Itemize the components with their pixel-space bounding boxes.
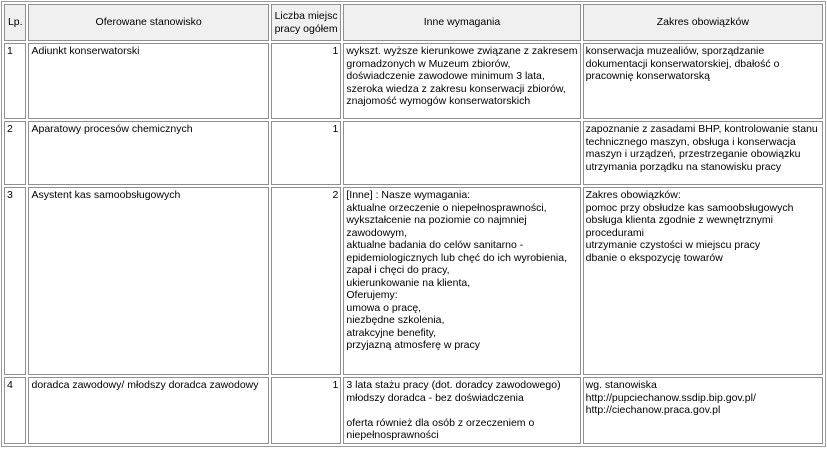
cell-duties: Zakres obowiązków: pomoc przy obsłudze kas samoobsługowych obsługa klienta zgodnie z wewnętrznymi procedurami utrzymanie czystości w miejscu pracy dbanie o ekspozycję towarów [583, 187, 823, 375]
job-offers-table [1, 1, 826, 447]
cell-requirements: [Inne] : Nasze wymagania: aktualne orzeczenie o niepełnosprawności, wykształcenie na poziomie co najmniej zawodowym, aktualne badania do celów sanitarno - epidemiologicznych lub chęć do ich wyrobienia, zapał i chęci do pracy, ukierunkowanie na klienta, Oferujemy: umowa o pracę, niezbędne szkolenia, atrakcyjne benefity, przyjazną atmosferę w pracy [343, 187, 580, 375]
cell-position: Adiunkt konserwatorski [28, 43, 268, 119]
cell-count: 1 [271, 121, 342, 185]
cell-position: Aparatowy procesów chemicznych [28, 121, 268, 185]
cell-requirements: 3 lata stażu pracy (dot. doradcy zawodowego) młodszy doradca - bez doświadczenia oferta również dla osób z orzeczeniem o niepełnosprawności [343, 377, 580, 444]
cell-requirements [343, 121, 580, 185]
cell-count: 1 [271, 43, 342, 119]
cell-duties: zapoznanie z zasadami BHP, kontrolowanie stanu technicznego maszyn, obsługa i konserwacja maszyn i urządzeń, przestrzeganie obowiązku utrzymania porządku na stanowisku pracy [583, 121, 823, 185]
table-header-row [4, 4, 823, 41]
table-row [4, 43, 823, 119]
cell-lp: 2 [4, 121, 26, 185]
cell-lp: 4 [4, 377, 26, 444]
cell-position: doradca zawodowy/ młodszy doradca zawodowy [28, 377, 268, 444]
table-row [4, 377, 823, 444]
table-row [4, 121, 823, 185]
header-requirements: Inne wymagania [343, 4, 580, 41]
cell-lp: 1 [4, 43, 26, 119]
table-row [4, 187, 823, 375]
cell-requirements: wykszt. wyższe kierunkowe związane z zakresem gromadzonych w Muzeum zbiorów, doświadczenie zawodowe minimum 3 lata, szeroka wiedza z zakresu konserwacji zbiorów, znajomość wymogów konserwatorskich [343, 43, 580, 119]
header-position: Oferowane stanowisko [28, 4, 268, 41]
cell-lp: 3 [4, 187, 26, 375]
header-lp: Lp. [4, 4, 26, 41]
cell-position: Asystent kas samoobsługowych [28, 187, 268, 375]
cell-count: 1 [271, 377, 342, 444]
header-duties: Zakres obowiązków [583, 4, 823, 41]
header-count: Liczba miejsc pracy ogółem [271, 4, 342, 41]
cell-duties: konserwacja muzealiów, sporządzanie dokumentacji konserwatorskiej, dbałość o pracownię konserwatorską [583, 43, 823, 119]
cell-duties: wg. stanowiska http://pupciechanow.ssdip.bip.gov.pl/ http://ciechanow.praca.gov.pl [583, 377, 823, 444]
cell-count: 2 [271, 187, 342, 375]
